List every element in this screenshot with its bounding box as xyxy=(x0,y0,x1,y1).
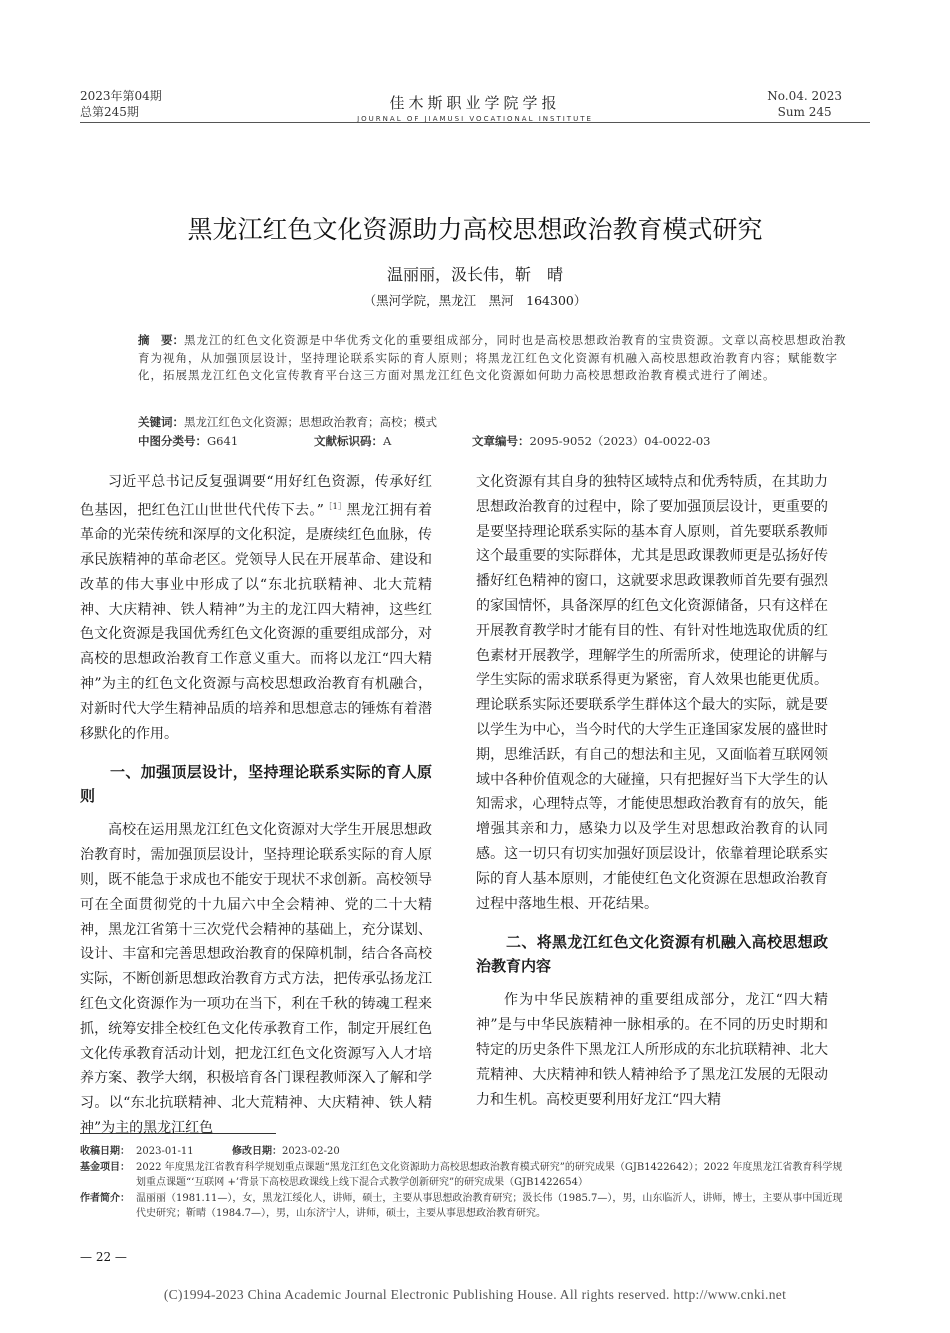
abstract xyxy=(138,332,850,385)
article-number-label: 文章编号： xyxy=(472,434,530,448)
issue-number-cn: 2023年第04期 xyxy=(80,89,162,103)
header-divider xyxy=(80,122,870,123)
footnote-fund xyxy=(80,1160,852,1190)
author-bio-text: 温丽丽（1981.11—），女，黑龙江绥化人，讲师，硕士，主要从事思想政治教育研究；汲长伟（1985.7—），男，山东临沂人，讲师，博士，主要从事中国近现代史研究；靳晴（1984.7—），男，山东济宁人，讲师，硕士，主要从事思想政治教育研究。 xyxy=(136,1193,843,1219)
keywords-text: 黑龙江红色文化资源；思想政治教育；高校；模式 xyxy=(184,415,437,429)
clc-label: 中图分类号： xyxy=(138,434,207,448)
fund-label: 基金项目： xyxy=(80,1162,130,1173)
body-paragraph: 习近平总书记反复强调要“用好红色资源，传承好红色基因，把红色江山世世代代传下去。”$^{[1]}$黑龙江拥有着革命的光荣传统和深厚的文化积淀，是赓续红色血脉，传承民族精神的革命老区。党领导人民在开展革命、建设和改革的伟大事业中形成了以“东北抗联精神、北大荒精神、大庆精神、铁人精神”为主的龙江四大精神，这些红色文化资源是我国优秀红色文化资源的重要组成部分，对高校的思想政治教育工作意义重大。而将以龙江“四大精神”为主的红色文化资源与高校思想政治教育有机融合，对新时代大学生精神品质的培养和思想意志的锤炼有着潜移默化的作用。 xyxy=(80,474,433,742)
body-paragraph: 文化资源有其自身的独特区域特点和优秀特质，在其助力思想政治教育的过程中，除了要加强顶层设计，更重要的是要坚持理论联系实际的基本育人原则，首先要联系教师这个最重要的实际群体，尤其是思政课教师更是弘扬好传播好红色精神的窗口，这就要求思政课教师首先要有强烈的家国情怀，具备深厚的红色文化资源储备，只有这样在开展教育教学时才能有目的性、有针对性地选取优质的红色素材开展教学，理解学生的所需所求，使理论的讲解与学生实际的需求联系得更为紧密，育人效果也能更优质。理论联系实际还要联系学生群体这个最大的实际，就是要以学生为中心，当今时代的大学生正逢国家发展的盛世时期，思维活跃，有自己的想法和主见，又面临着互联网领域中各种价值观念的大碰撞，只有把握好当下大学生的认知需求，心理特点等，才能使思想政治教育有的放矢，能增强其亲和力，感染力以及学生对思想政治教育的认同感。这一切只有切实加强好顶层设计，依靠着理论联系实际的育人基本原则，才能使红色文化资源在思想政治教育过程中落地生根、开花结果。 xyxy=(476,474,828,912)
journal-name-cn: 佳木斯职业学院学报 xyxy=(389,94,561,112)
section-heading-1: 一、加强顶层设计，坚持理论联系实际的育人原则 xyxy=(80,763,432,806)
article-number-value: 2095-9052（2023）04-0022-03 xyxy=(529,434,711,448)
doc-code xyxy=(314,433,391,449)
received-label: 收稿日期： xyxy=(80,1146,130,1157)
body-paragraph: 高校在运用黑龙江红色文化资源对大学生开展思想政治教育时，需加强顶层设计，坚持理论联系实际的育人原则，既不能急于求成也不能安于现状不求创新。高校领导可在全面贯彻党的十九届六中全会精神、党的二十大精神，黑龙江省第十三次党代会精神的基础上，充分谋划、设计、丰富和完善思想政治教育的保障机制，结合各高校实际，不断创新思想政治教育方式方法，把传承弘扬龙江红色文化资源作为一项功在当下，利在千秋的铸魂工程来抓，统筹安排全校红色文化传承教育工作，制定开展红色文化传承教育活动计划，把龙江红色文化资源写入人才培养方案、教学大纲，积极培育各门课程教师深入了解和学习。以“东北抗联精神、北大荒精神、大庆精神、铁人精神”为主的黑龙江红色 xyxy=(80,822,432,1136)
keywords-label: 关键词： xyxy=(138,415,184,429)
body-paragraph: 作为中华民族精神的重要组成部分，龙江“四大精神”是与中华民族精神一脉相承的。在不同的历史时期和特定的历史条件下黑龙江人所形成的东北抗联精神、北大荒精神、大庆精神和铁人精神给予了黑龙江发展的无限动力和生机。高校更要利用好龙江“四大精 xyxy=(476,992,828,1108)
body-column-left xyxy=(80,470,432,1141)
journal-name-en: JOURNAL OF JIAMUSI VOCATIONAL INSTITUTE xyxy=(357,115,593,123)
author-list: 温丽丽，汲长伟，靳 晴 xyxy=(386,265,563,284)
classification-row xyxy=(138,433,850,449)
abstract-label: 摘 要： xyxy=(138,333,184,347)
copyright-notice: (C)1994-2023 China Academic Journal Electronic Publishing House. All rights reserved. http://www.cnki.net xyxy=(163,1287,787,1302)
clc-value: G641 xyxy=(207,434,239,448)
footnote-author xyxy=(80,1191,852,1221)
revised-label: 修改日期： xyxy=(232,1146,283,1157)
revised-value: 2023-02-20 xyxy=(282,1146,340,1157)
journal-name xyxy=(300,92,650,123)
keywords xyxy=(138,414,850,430)
total-issue-en: Sum 245 xyxy=(777,105,832,119)
total-issue-cn: 总第245期 xyxy=(80,105,139,119)
body-column-right xyxy=(476,470,828,1112)
abstract-text: 黑龙江的红色文化资源是中华优秀文化的重要组成部分，同时也是高校思想政治教育的宝贵资源。文章以高校思想政治教育为视角，从加强顶层设计，坚持理论联系实际的育人原则；将黑龙江红色文化资源有机融入高校思想政治教育内容；赋能数字化，拓展黑龙江红色文化宣传教育平台这三方面对黑龙江红色文化资源如何助力高校思想政治教育模式进行了阐述。 xyxy=(138,333,847,382)
footnotes xyxy=(80,1144,852,1222)
footnote-dates xyxy=(80,1144,852,1159)
clc-code xyxy=(138,433,238,449)
fund-text: 2022 年度黑龙江省教育科学规划重点课题“黑龙江红色文化资源助力高校思想政治教育模式研究”的研究成果（GJB1422642）；2022 年度黑龙江省教育科学规划重点课题“‘互联网 +’背景下高校思政课线上线下混合式教学创新研究”的研究成果（GJB1422654） xyxy=(136,1162,843,1188)
article-title: 黑龙江红色文化资源助力高校思想政治教育模式研究 xyxy=(187,215,763,244)
author-bio-label: 作者简介： xyxy=(80,1193,130,1204)
issue-number-en: No.04. 2023 xyxy=(767,89,842,103)
section-heading-2: 二、将黑龙江红色文化资源有机融入高校思想政治教育内容 xyxy=(476,933,828,976)
received-value: 2023-01-11 xyxy=(136,1146,194,1157)
doc-label: 文献标识码： xyxy=(314,434,383,448)
citation-ref: ［1］ xyxy=(323,501,347,511)
doc-value: A xyxy=(383,434,392,448)
running-header-left xyxy=(80,88,162,120)
page-number: — 22 — xyxy=(80,1250,127,1264)
article-number xyxy=(472,433,711,449)
running-header-right xyxy=(767,88,842,120)
footnote-divider xyxy=(80,1133,276,1134)
affiliation: （黑河学院，黑龙江 黑河 164300） xyxy=(363,293,587,308)
